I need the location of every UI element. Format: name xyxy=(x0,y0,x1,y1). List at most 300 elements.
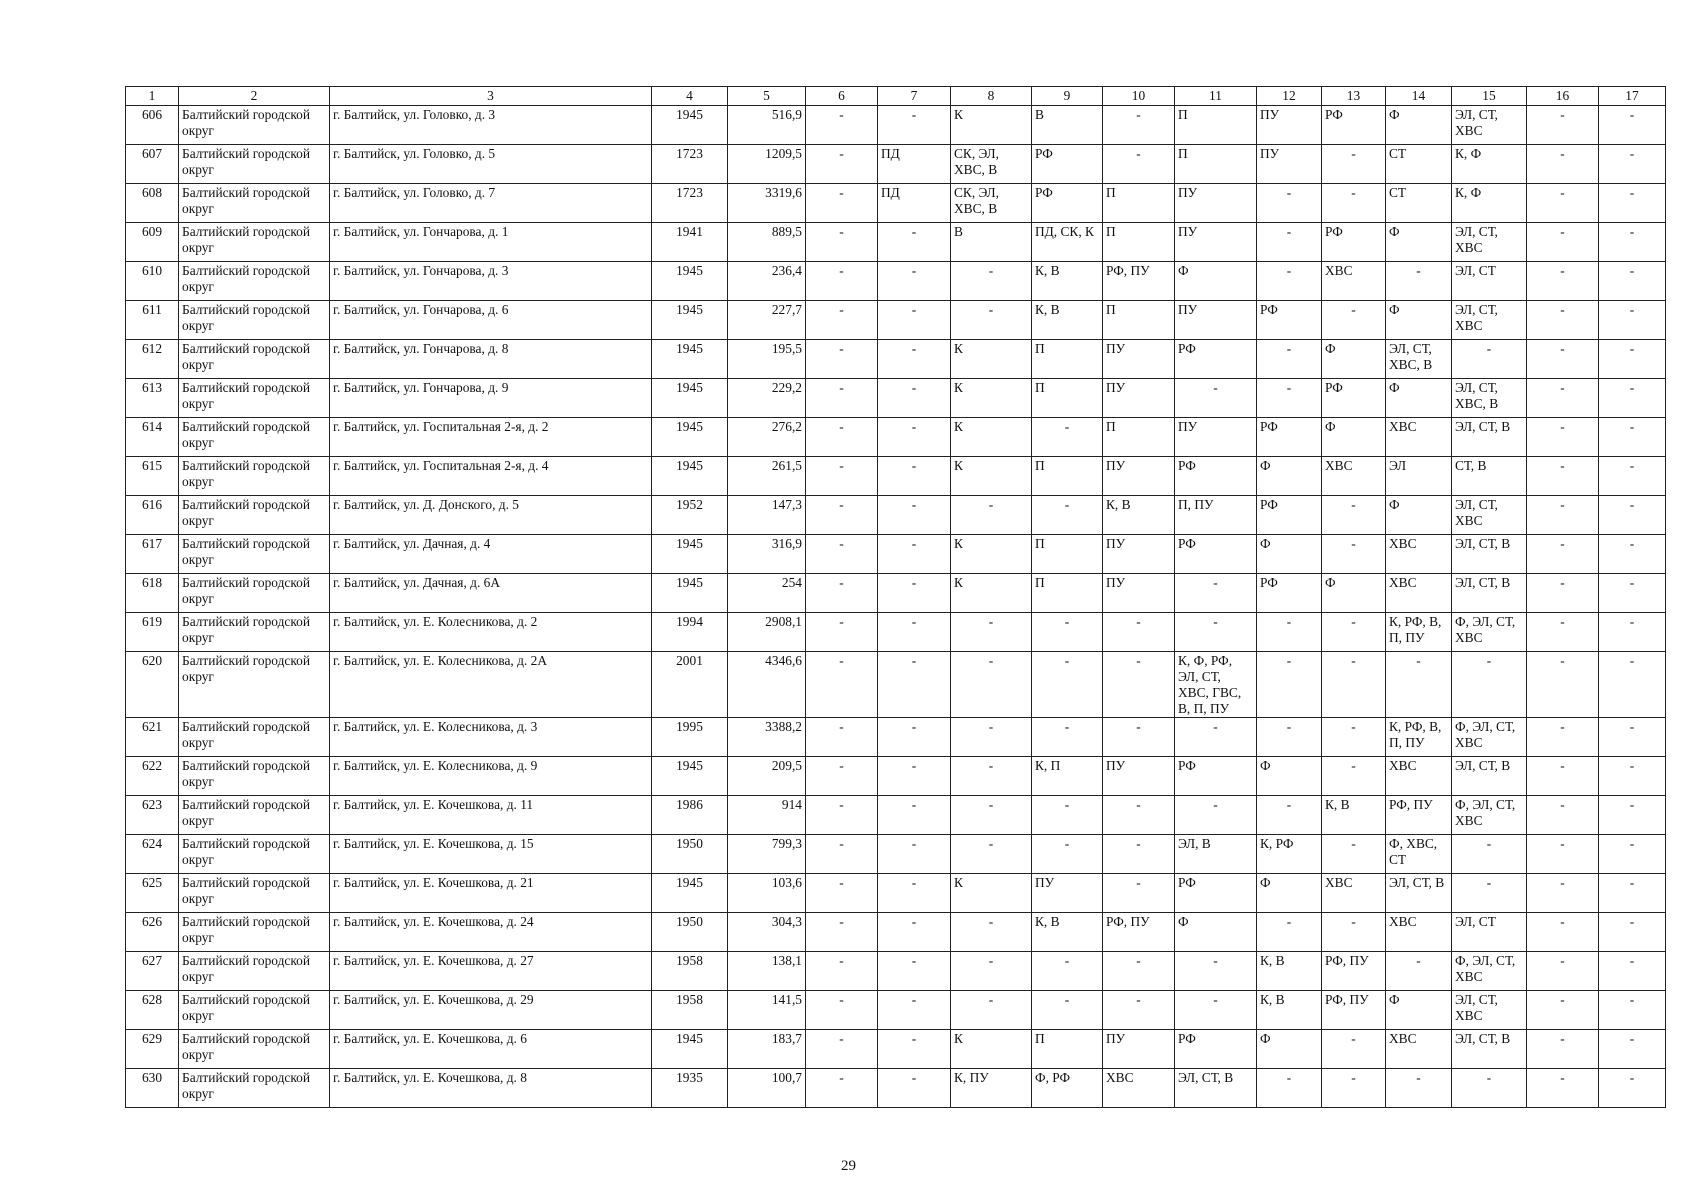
table-cell-col-14: К, РФ, В, П, ПУ xyxy=(1386,613,1452,652)
table-cell-col-16: - xyxy=(1527,496,1599,535)
table-cell-col-7: - xyxy=(878,574,951,613)
table-cell-col-15: ЭЛ, СТ, В xyxy=(1452,418,1527,457)
table-cell-col-1: 611 xyxy=(126,301,179,340)
table-cell-col-7: - xyxy=(878,652,951,718)
table-cell-col-1: 612 xyxy=(126,340,179,379)
table-cell-col-5: 103,6 xyxy=(728,874,806,913)
table-cell-col-3: г. Балтийск, ул. Гончарова, д. 8 xyxy=(330,340,652,379)
table-cell-col-17: - xyxy=(1599,613,1666,652)
table-cell-col-1: 614 xyxy=(126,418,179,457)
table-cell-col-10: К, В xyxy=(1103,496,1175,535)
table-cell-col-13: РФ xyxy=(1322,379,1386,418)
table-cell-col-12: - xyxy=(1257,913,1322,952)
table-cell-col-17: - xyxy=(1599,913,1666,952)
table-cell-col-13: ХВС xyxy=(1322,457,1386,496)
table-cell-col-10: ХВС xyxy=(1103,1069,1175,1108)
table-cell-col-12: - xyxy=(1257,340,1322,379)
table-cell-col-6: - xyxy=(806,106,878,145)
table-cell-col-12: - xyxy=(1257,1069,1322,1108)
table-cell-col-6: - xyxy=(806,1030,878,1069)
table-cell-col-1: 618 xyxy=(126,574,179,613)
table-cell-col-3: г. Балтийск, ул. Е. Колесникова, д. 9 xyxy=(330,757,652,796)
table-cell-col-13: РФ, ПУ xyxy=(1322,952,1386,991)
table-cell-col-6: - xyxy=(806,718,878,757)
table-cell-col-16: - xyxy=(1527,1069,1599,1108)
table-cell-col-13: - xyxy=(1322,145,1386,184)
table-cell-col-2: Балтийский городской округ xyxy=(179,796,330,835)
table-cell-col-8: - xyxy=(951,796,1032,835)
table-cell-col-5: 316,9 xyxy=(728,535,806,574)
table-cell-col-1: 616 xyxy=(126,496,179,535)
table-cell-col-5: 889,5 xyxy=(728,223,806,262)
table-cell-col-4: 1958 xyxy=(652,952,728,991)
table-cell-col-14: РФ, ПУ xyxy=(1386,796,1452,835)
table-cell-col-7: - xyxy=(878,874,951,913)
table-cell-col-12: К, В xyxy=(1257,952,1322,991)
table-cell-col-1: 610 xyxy=(126,262,179,301)
table-cell-col-11: - xyxy=(1175,796,1257,835)
table-cell-col-8: - xyxy=(951,757,1032,796)
table-row xyxy=(126,301,1666,340)
table-cell-col-1: 627 xyxy=(126,952,179,991)
table-cell-col-8: - xyxy=(951,613,1032,652)
table-cell-col-1: 608 xyxy=(126,184,179,223)
table-cell-col-8: К xyxy=(951,379,1032,418)
table-cell-col-13: - xyxy=(1322,1069,1386,1108)
table-cell-col-8: - xyxy=(951,718,1032,757)
table-cell-col-3: г. Балтийск, ул. Гончарова, д. 9 xyxy=(330,379,652,418)
table-cell-col-8: К xyxy=(951,106,1032,145)
table-cell-col-10: П xyxy=(1103,418,1175,457)
table-cell-col-8: - xyxy=(951,835,1032,874)
table-cell-col-11: ПУ xyxy=(1175,418,1257,457)
table-cell-col-14: Ф xyxy=(1386,223,1452,262)
table-row xyxy=(126,106,1666,145)
table-cell-col-8: - xyxy=(951,913,1032,952)
table-cell-col-13: Ф xyxy=(1322,418,1386,457)
table-cell-col-7: - xyxy=(878,835,951,874)
table-cell-col-13: РФ xyxy=(1322,106,1386,145)
table-cell-col-9: П xyxy=(1032,1030,1103,1069)
table-cell-col-4: 1945 xyxy=(652,106,728,145)
table-cell-col-17: - xyxy=(1599,574,1666,613)
table-cell-col-3: г. Балтийск, ул. Гончарова, д. 3 xyxy=(330,262,652,301)
column-header-3: 3 xyxy=(330,87,652,106)
table-cell-col-12: Ф xyxy=(1257,1030,1322,1069)
table-cell-col-6: - xyxy=(806,301,878,340)
column-header-1: 1 xyxy=(126,87,179,106)
table-row xyxy=(126,145,1666,184)
table-cell-col-5: 276,2 xyxy=(728,418,806,457)
table-cell-col-5: 100,7 xyxy=(728,1069,806,1108)
table-cell-col-12: - xyxy=(1257,718,1322,757)
table-cell-col-15: ЭЛ, СТ xyxy=(1452,913,1527,952)
table-cell-col-17: - xyxy=(1599,223,1666,262)
table-cell-col-13: - xyxy=(1322,718,1386,757)
table-cell-col-16: - xyxy=(1527,184,1599,223)
table-cell-col-2: Балтийский городской округ xyxy=(179,496,330,535)
table-cell-col-1: 626 xyxy=(126,913,179,952)
table-cell-col-11: - xyxy=(1175,379,1257,418)
table-cell-col-5: 229,2 xyxy=(728,379,806,418)
column-header-2: 2 xyxy=(179,87,330,106)
table-cell-col-5: 261,5 xyxy=(728,457,806,496)
table-cell-col-3: г. Балтийск, ул. Гончарова, д. 1 xyxy=(330,223,652,262)
table-cell-col-17: - xyxy=(1599,379,1666,418)
table-cell-col-13: РФ, ПУ xyxy=(1322,991,1386,1030)
table-cell-col-14: - xyxy=(1386,262,1452,301)
table-cell-col-13: - xyxy=(1322,613,1386,652)
table-cell-col-1: 628 xyxy=(126,991,179,1030)
table-cell-col-17: - xyxy=(1599,652,1666,718)
table-cell-col-13: - xyxy=(1322,1030,1386,1069)
table-cell-col-17: - xyxy=(1599,952,1666,991)
table-cell-col-3: г. Балтийск, ул. Гончарова, д. 6 xyxy=(330,301,652,340)
table-cell-col-1: 607 xyxy=(126,145,179,184)
table-cell-col-7: - xyxy=(878,301,951,340)
table-cell-col-4: 1994 xyxy=(652,613,728,652)
table-row xyxy=(126,184,1666,223)
table-cell-col-13: - xyxy=(1322,496,1386,535)
table-row xyxy=(126,652,1666,718)
table-row xyxy=(126,991,1666,1030)
table-cell-col-7: - xyxy=(878,913,951,952)
document-sheet xyxy=(125,86,1665,1108)
table-cell-col-11: - xyxy=(1175,952,1257,991)
table-cell-col-9: РФ xyxy=(1032,184,1103,223)
column-header-15: 15 xyxy=(1452,87,1527,106)
table-cell-col-11: РФ xyxy=(1175,457,1257,496)
table-cell-col-6: - xyxy=(806,223,878,262)
table-cell-col-1: 606 xyxy=(126,106,179,145)
table-cell-col-5: 236,4 xyxy=(728,262,806,301)
table-cell-col-9: К, В xyxy=(1032,301,1103,340)
table-cell-col-7: - xyxy=(878,496,951,535)
table-cell-col-7: ПД xyxy=(878,145,951,184)
table-cell-col-3: г. Балтийск, ул. Е. Кочешкова, д. 8 xyxy=(330,1069,652,1108)
table-cell-col-4: 1945 xyxy=(652,379,728,418)
table-cell-col-5: 147,3 xyxy=(728,496,806,535)
table-cell-col-1: 630 xyxy=(126,1069,179,1108)
table-cell-col-4: 1945 xyxy=(652,574,728,613)
table-cell-col-1: 615 xyxy=(126,457,179,496)
table-cell-col-10: П xyxy=(1103,301,1175,340)
table-cell-col-11: РФ xyxy=(1175,535,1257,574)
table-cell-col-9: К, В xyxy=(1032,913,1103,952)
table-cell-col-4: 1952 xyxy=(652,496,728,535)
table-cell-col-11: Ф xyxy=(1175,262,1257,301)
table-cell-col-15: ЭЛ, СТ, В xyxy=(1452,1030,1527,1069)
table-cell-col-10: РФ, ПУ xyxy=(1103,262,1175,301)
table-cell-col-10: - xyxy=(1103,145,1175,184)
table-cell-col-17: - xyxy=(1599,535,1666,574)
table-cell-col-14: Ф xyxy=(1386,106,1452,145)
table-cell-col-13: - xyxy=(1322,835,1386,874)
table-cell-col-15: - xyxy=(1452,874,1527,913)
table-cell-col-9: В xyxy=(1032,106,1103,145)
table-cell-col-8: К xyxy=(951,457,1032,496)
table-cell-col-11: РФ xyxy=(1175,757,1257,796)
table-cell-col-2: Балтийский городской округ xyxy=(179,1030,330,1069)
table-cell-col-12: РФ xyxy=(1257,418,1322,457)
table-cell-col-15: К, Ф xyxy=(1452,184,1527,223)
table-cell-col-9: - xyxy=(1032,952,1103,991)
table-cell-col-4: 1935 xyxy=(652,1069,728,1108)
table-cell-col-17: - xyxy=(1599,301,1666,340)
table-cell-col-4: 1950 xyxy=(652,913,728,952)
table-row xyxy=(126,718,1666,757)
table-cell-col-17: - xyxy=(1599,262,1666,301)
table-cell-col-16: - xyxy=(1527,418,1599,457)
table-cell-col-16: - xyxy=(1527,379,1599,418)
table-cell-col-1: 609 xyxy=(126,223,179,262)
table-cell-col-11: ЭЛ, СТ, В xyxy=(1175,1069,1257,1108)
table-cell-col-5: 914 xyxy=(728,796,806,835)
table-cell-col-12: Ф xyxy=(1257,457,1322,496)
table-cell-col-9: - xyxy=(1032,835,1103,874)
table-cell-col-10: - xyxy=(1103,991,1175,1030)
table-cell-col-9: К, В xyxy=(1032,262,1103,301)
table-cell-col-12: К, В xyxy=(1257,991,1322,1030)
table-cell-col-8: В xyxy=(951,223,1032,262)
table-cell-col-2: Балтийский городской округ xyxy=(179,457,330,496)
table-cell-col-12: ПУ xyxy=(1257,145,1322,184)
table-cell-col-4: 1958 xyxy=(652,991,728,1030)
table-cell-col-11: - xyxy=(1175,718,1257,757)
table-row xyxy=(126,757,1666,796)
table-cell-col-12: - xyxy=(1257,223,1322,262)
table-cell-col-9: ПУ xyxy=(1032,874,1103,913)
table-cell-col-8: К xyxy=(951,574,1032,613)
table-cell-col-1: 622 xyxy=(126,757,179,796)
table-cell-col-8: К xyxy=(951,418,1032,457)
column-header-7: 7 xyxy=(878,87,951,106)
table-cell-col-12: - xyxy=(1257,796,1322,835)
table-cell-col-3: г. Балтийск, ул. Е. Кочешкова, д. 27 xyxy=(330,952,652,991)
table-cell-col-1: 620 xyxy=(126,652,179,718)
table-cell-col-12: РФ xyxy=(1257,496,1322,535)
table-cell-col-13: Ф xyxy=(1322,574,1386,613)
table-cell-col-7: - xyxy=(878,340,951,379)
table-cell-col-5: 195,5 xyxy=(728,340,806,379)
table-cell-col-14: Ф xyxy=(1386,991,1452,1030)
table-cell-col-6: - xyxy=(806,496,878,535)
table-cell-col-12: К, РФ xyxy=(1257,835,1322,874)
table-cell-col-14: ХВС xyxy=(1386,913,1452,952)
table-cell-col-14: К, РФ, В, П, ПУ xyxy=(1386,718,1452,757)
table-cell-col-3: г. Балтийск, ул. Головко, д. 7 xyxy=(330,184,652,223)
table-cell-col-9: - xyxy=(1032,496,1103,535)
table-cell-col-8: - xyxy=(951,262,1032,301)
table-cell-col-10: - xyxy=(1103,835,1175,874)
table-cell-col-1: 625 xyxy=(126,874,179,913)
table-cell-col-4: 2001 xyxy=(652,652,728,718)
table-cell-col-12: - xyxy=(1257,262,1322,301)
table-cell-col-8: - xyxy=(951,301,1032,340)
table-cell-col-15: ЭЛ, СТ, В xyxy=(1452,535,1527,574)
table-cell-col-4: 1945 xyxy=(652,262,728,301)
table-cell-col-8: К xyxy=(951,874,1032,913)
table-cell-col-4: 1945 xyxy=(652,874,728,913)
table-cell-col-15: - xyxy=(1452,1069,1527,1108)
table-cell-col-6: - xyxy=(806,952,878,991)
table-cell-col-5: 138,1 xyxy=(728,952,806,991)
table-cell-col-12: - xyxy=(1257,184,1322,223)
table-cell-col-1: 613 xyxy=(126,379,179,418)
table-cell-col-2: Балтийский городской округ xyxy=(179,223,330,262)
table-cell-col-13: - xyxy=(1322,301,1386,340)
table-cell-col-3: г. Балтийск, ул. Е. Кочешкова, д. 15 xyxy=(330,835,652,874)
table-cell-col-10: - xyxy=(1103,952,1175,991)
table-cell-col-6: - xyxy=(806,913,878,952)
table-cell-col-15: К, Ф xyxy=(1452,145,1527,184)
table-cell-col-17: - xyxy=(1599,496,1666,535)
column-header-17: 17 xyxy=(1599,87,1666,106)
table-cell-col-16: - xyxy=(1527,913,1599,952)
table-cell-col-9: - xyxy=(1032,991,1103,1030)
table-cell-col-12: - xyxy=(1257,652,1322,718)
table-cell-col-15: - xyxy=(1452,652,1527,718)
table-cell-col-1: 619 xyxy=(126,613,179,652)
table-cell-col-3: г. Балтийск, ул. Е. Кочешкова, д. 11 xyxy=(330,796,652,835)
table-cell-col-2: Балтийский городской округ xyxy=(179,835,330,874)
table-cell-col-1: 624 xyxy=(126,835,179,874)
table-cell-col-14: - xyxy=(1386,952,1452,991)
table-cell-col-2: Балтийский городской округ xyxy=(179,874,330,913)
table-cell-col-8: К xyxy=(951,535,1032,574)
table-cell-col-11: Ф xyxy=(1175,913,1257,952)
table-cell-col-14: - xyxy=(1386,1069,1452,1108)
column-header-16: 16 xyxy=(1527,87,1599,106)
table-cell-col-9: - xyxy=(1032,718,1103,757)
table-cell-col-12: ПУ xyxy=(1257,106,1322,145)
table-cell-col-3: г. Балтийск, ул. Госпитальная 2-я, д. 2 xyxy=(330,418,652,457)
table-cell-col-16: - xyxy=(1527,1030,1599,1069)
table-row xyxy=(126,952,1666,991)
table-row xyxy=(126,457,1666,496)
table-cell-col-12: РФ xyxy=(1257,574,1322,613)
table-cell-col-10: ПУ xyxy=(1103,757,1175,796)
table-cell-col-11: ЭЛ, В xyxy=(1175,835,1257,874)
table-cell-col-4: 1945 xyxy=(652,301,728,340)
table-cell-col-16: - xyxy=(1527,301,1599,340)
table-cell-col-17: - xyxy=(1599,757,1666,796)
column-header-6: 6 xyxy=(806,87,878,106)
table-cell-col-11: РФ xyxy=(1175,340,1257,379)
table-cell-col-8: - xyxy=(951,652,1032,718)
table-body xyxy=(126,106,1666,1108)
table-cell-col-15: Ф, ЭЛ, СТ, ХВС xyxy=(1452,613,1527,652)
table-cell-col-10: П xyxy=(1103,184,1175,223)
table-cell-col-8: - xyxy=(951,496,1032,535)
table-cell-col-14: ХВС xyxy=(1386,574,1452,613)
table-cell-col-6: - xyxy=(806,613,878,652)
table-cell-col-2: Балтийский городской округ xyxy=(179,757,330,796)
table-cell-col-7: ПД xyxy=(878,184,951,223)
table-cell-col-6: - xyxy=(806,184,878,223)
table-cell-col-10: ПУ xyxy=(1103,457,1175,496)
table-cell-col-9: П xyxy=(1032,379,1103,418)
table-cell-col-9: ПД, СК, К xyxy=(1032,223,1103,262)
table-cell-col-6: - xyxy=(806,535,878,574)
table-cell-col-10: РФ, ПУ xyxy=(1103,913,1175,952)
table-cell-col-14: Ф xyxy=(1386,301,1452,340)
table-cell-col-15: ЭЛ, СТ, ХВС xyxy=(1452,991,1527,1030)
table-cell-col-2: Балтийский городской округ xyxy=(179,913,330,952)
table-cell-col-1: 629 xyxy=(126,1030,179,1069)
table-cell-col-6: - xyxy=(806,652,878,718)
table-cell-col-10: - xyxy=(1103,613,1175,652)
table-cell-col-9: К, П xyxy=(1032,757,1103,796)
table-cell-col-4: 1945 xyxy=(652,418,728,457)
table-cell-col-2: Балтийский городской округ xyxy=(179,991,330,1030)
table-row xyxy=(126,874,1666,913)
table-cell-col-2: Балтийский городской округ xyxy=(179,952,330,991)
table-cell-col-17: - xyxy=(1599,145,1666,184)
table-cell-col-10: ПУ xyxy=(1103,535,1175,574)
table-cell-col-13: ХВС xyxy=(1322,262,1386,301)
page-number: 29 xyxy=(841,1158,856,1174)
table-cell-col-3: г. Балтийск, ул. Е. Кочешкова, д. 6 xyxy=(330,1030,652,1069)
table-cell-col-7: - xyxy=(878,379,951,418)
table-cell-col-9: - xyxy=(1032,613,1103,652)
table-cell-col-15: - xyxy=(1452,835,1527,874)
table-cell-col-3: г. Балтийск, ул. Дачная, д. 4 xyxy=(330,535,652,574)
table-cell-col-17: - xyxy=(1599,718,1666,757)
table-cell-col-8: - xyxy=(951,991,1032,1030)
table-cell-col-7: - xyxy=(878,718,951,757)
table-cell-col-5: 4346,6 xyxy=(728,652,806,718)
table-cell-col-14: Ф xyxy=(1386,379,1452,418)
table-cell-col-13: ХВС xyxy=(1322,874,1386,913)
table-row xyxy=(126,613,1666,652)
table-cell-col-2: Балтийский городской округ xyxy=(179,1069,330,1108)
table-cell-col-10: ПУ xyxy=(1103,379,1175,418)
table-cell-col-7: - xyxy=(878,952,951,991)
table-cell-col-17: - xyxy=(1599,1030,1666,1069)
table-cell-col-7: - xyxy=(878,613,951,652)
table-cell-col-15: ЭЛ, СТ, ХВС xyxy=(1452,496,1527,535)
table-cell-col-14: ХВС xyxy=(1386,1030,1452,1069)
table-cell-col-13: - xyxy=(1322,757,1386,796)
table-cell-col-14: Ф, ХВС, СТ xyxy=(1386,835,1452,874)
table-cell-col-4: 1723 xyxy=(652,145,728,184)
table-cell-col-6: - xyxy=(806,340,878,379)
table-cell-col-14: СТ xyxy=(1386,184,1452,223)
table-cell-col-4: 1986 xyxy=(652,796,728,835)
table-cell-col-12: Ф xyxy=(1257,757,1322,796)
table-cell-col-15: - xyxy=(1452,340,1527,379)
table-cell-col-16: - xyxy=(1527,613,1599,652)
table-cell-col-17: - xyxy=(1599,457,1666,496)
table-cell-col-4: 1995 xyxy=(652,718,728,757)
table-cell-col-4: 1945 xyxy=(652,757,728,796)
table-cell-col-5: 254 xyxy=(728,574,806,613)
table-row xyxy=(126,535,1666,574)
table-cell-col-6: - xyxy=(806,796,878,835)
table-cell-col-11: ПУ xyxy=(1175,301,1257,340)
table-cell-col-6: - xyxy=(806,379,878,418)
table-cell-col-5: 3388,2 xyxy=(728,718,806,757)
table-cell-col-15: ЭЛ, СТ, ХВС xyxy=(1452,223,1527,262)
table-cell-col-2: Балтийский городской округ xyxy=(179,718,330,757)
table-cell-col-17: - xyxy=(1599,184,1666,223)
table-cell-col-16: - xyxy=(1527,106,1599,145)
table-cell-col-17: - xyxy=(1599,1069,1666,1108)
table-cell-col-2: Балтийский городской округ xyxy=(179,301,330,340)
table-cell-col-15: ЭЛ, СТ xyxy=(1452,262,1527,301)
table-row xyxy=(126,913,1666,952)
